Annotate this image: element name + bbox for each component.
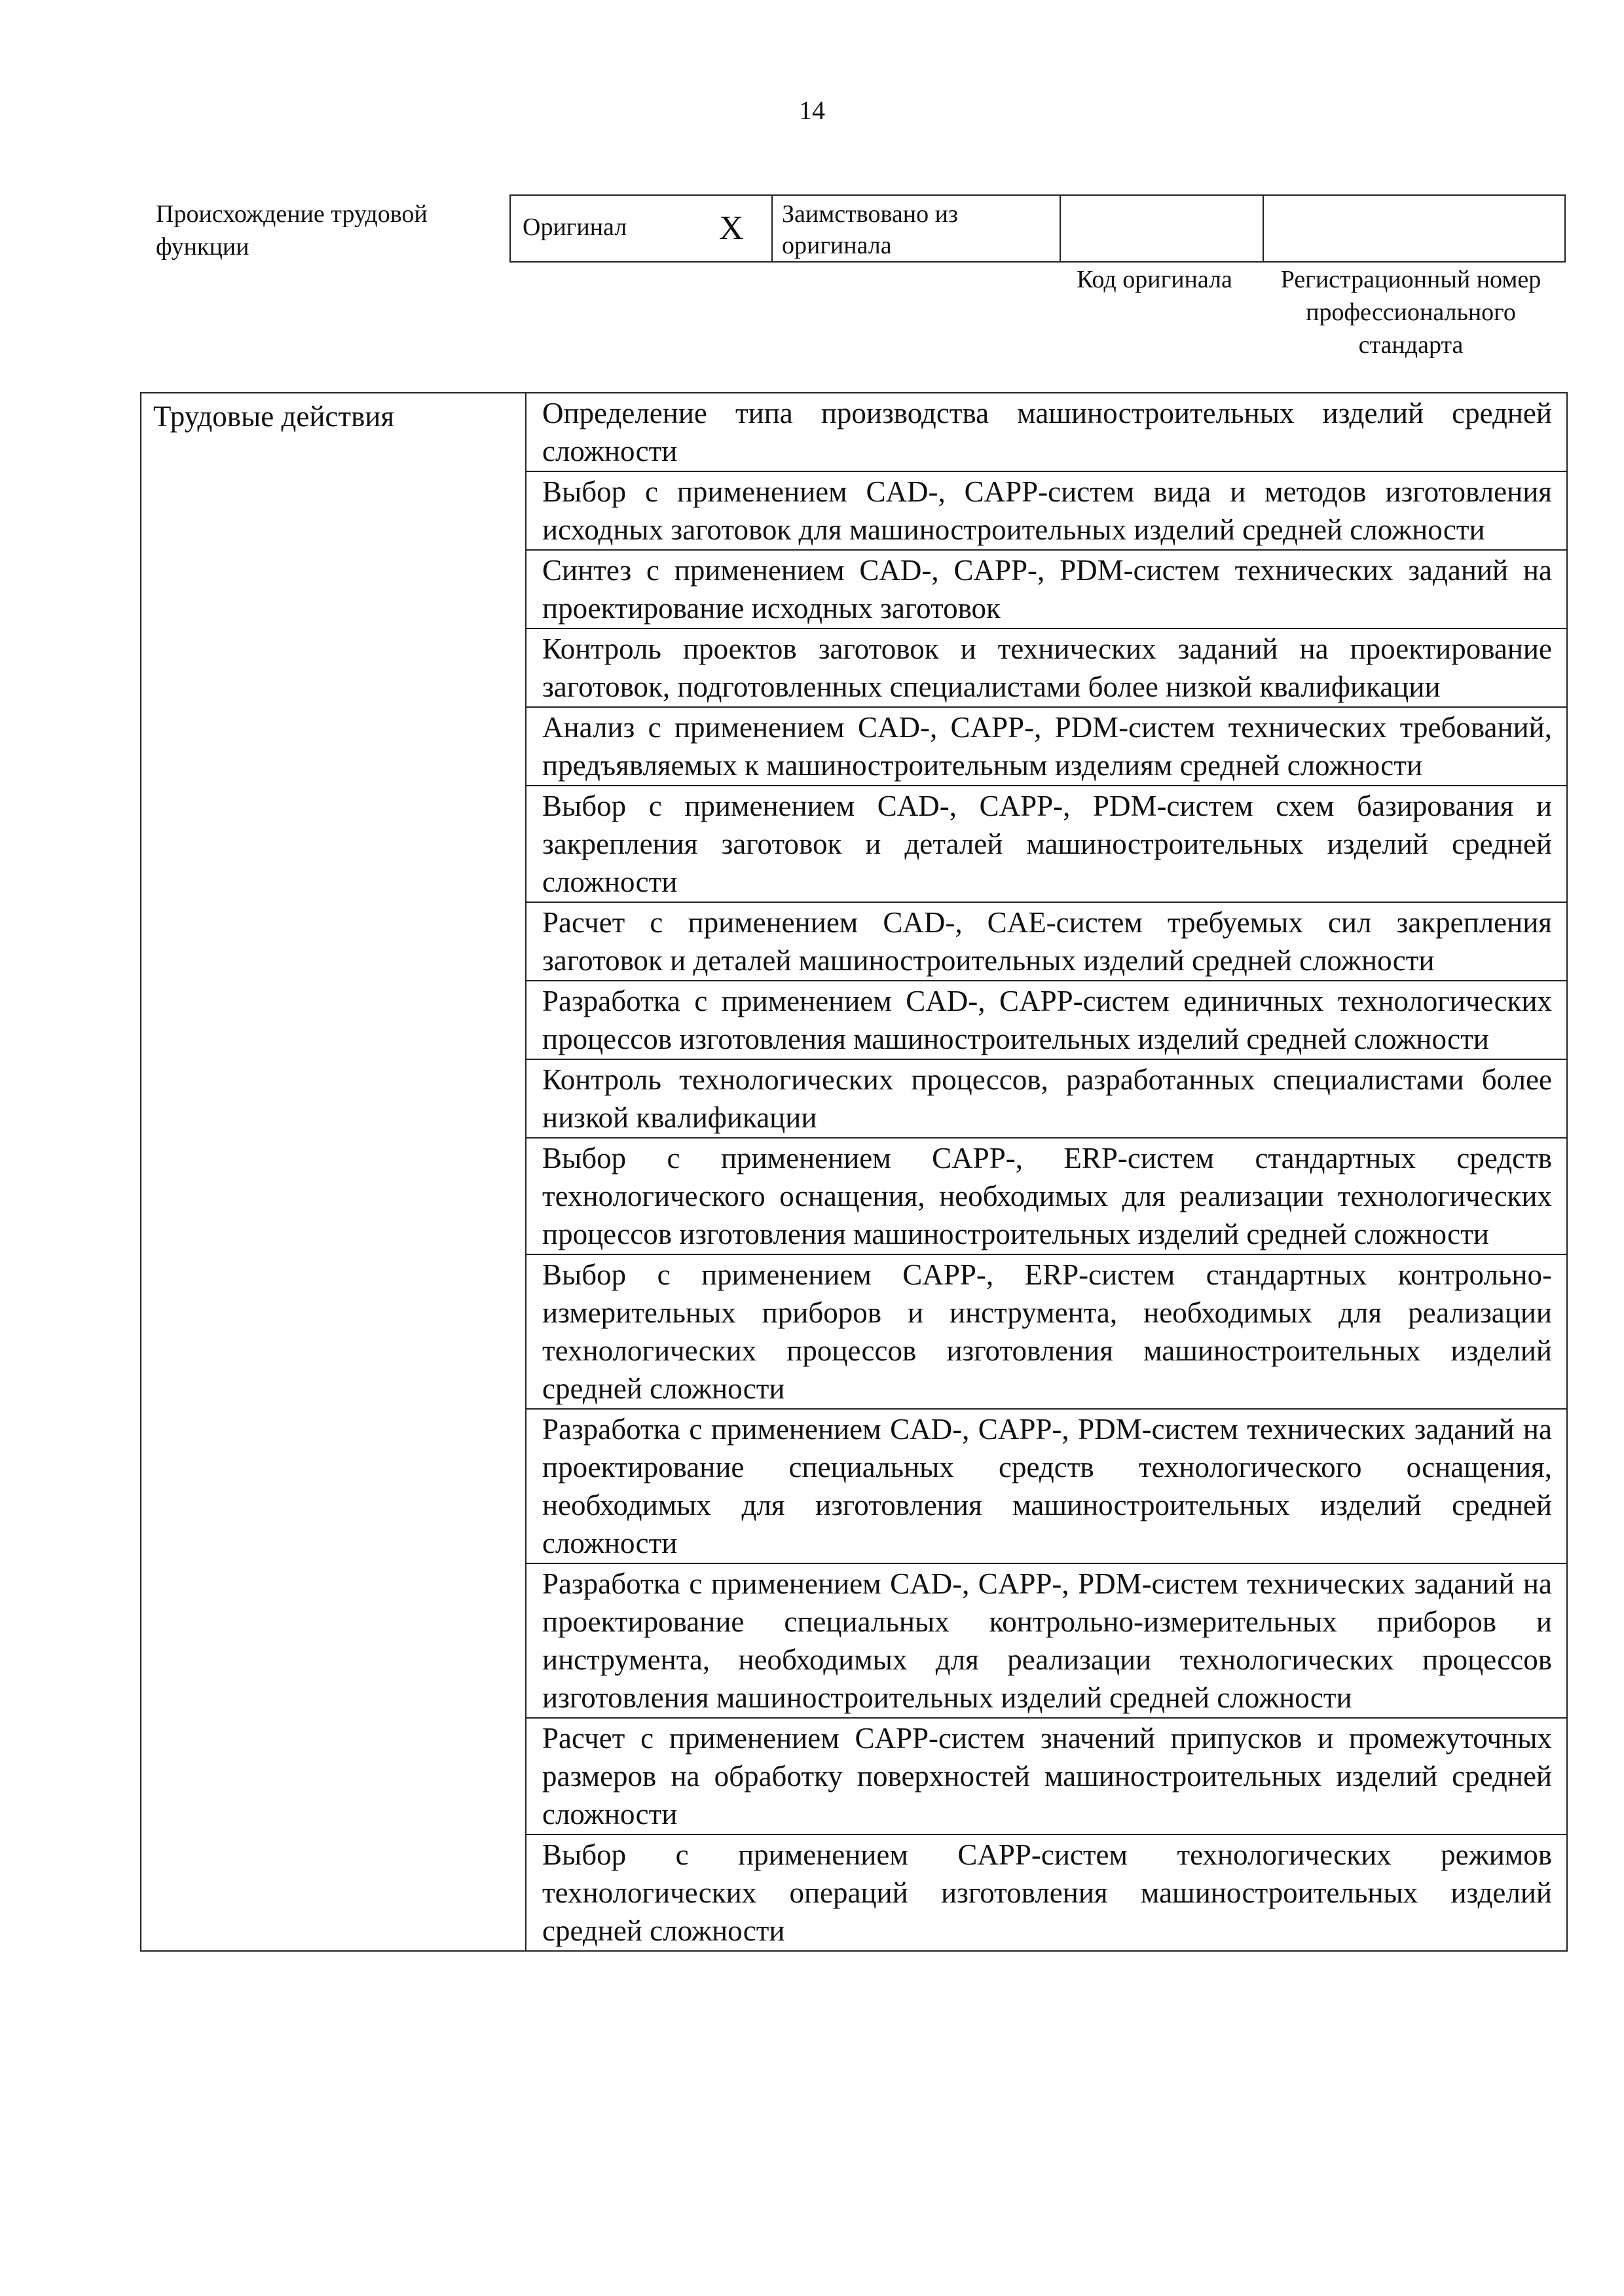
original-code-caption: Код оригинала xyxy=(1077,266,1232,293)
labor-action-item: Выбор с применением CAD-, CAPP-систем вида и методов изготовления исходных заготовок для машиностроительных изделий средней сложности xyxy=(526,471,1567,550)
labor-action-item: Выбор с применением CAPP-, ERP-систем стандартных средств технологического оснащения, необходимых для реализации технологических процессов изготовления машиностроительных изделий средней сложности xyxy=(526,1138,1567,1254)
labor-action-item: Контроль технологических процессов, разработанных специалистами более низкой квалификации xyxy=(526,1059,1567,1138)
labor-action-item: Синтез с применением CAD-, CAPP-, PDM-систем технических заданий на проектирование исходных заготовок xyxy=(526,550,1567,629)
original-cell xyxy=(511,196,773,261)
page-number: 14 xyxy=(799,96,825,125)
labor-action-item: Расчет с применением CAD-, CAE-систем требуемых сил закрепления заготовок и деталей машиностроительных изделий средней сложности xyxy=(526,902,1567,981)
registration-number-caption: Регистрационный номер профессионального стандарта xyxy=(1280,266,1541,359)
labor-action-item: Выбор с применением CAD-, CAPP-, PDM-систем схем базирования и закрепления заготовок и деталей машиностроительных изделий средней сложности xyxy=(526,786,1567,902)
original-code-cell xyxy=(1061,196,1264,261)
registration-number-cell xyxy=(1264,196,1564,261)
table-row xyxy=(141,393,1567,471)
labor-action-item: Выбор с применением CAPP-систем технологических режимов технологических операций изготовления машиностроительных изделий средней сложности xyxy=(526,1834,1567,1951)
labor-actions-table xyxy=(140,392,1568,1952)
labor-action-item: Выбор с применением CAPP-, ERP-систем стандартных контрольно-измерительных приборов и инструмента, необходимых для реализации технологических процессов изготовления машиностроительных изделий средней сложности xyxy=(526,1254,1567,1409)
labor-action-item: Анализ с применением CAD-, CAPP-, PDM-систем технических требований, предъявляемых к машиностроительным изделиям средней сложности xyxy=(526,707,1567,786)
original-label: Оригинал xyxy=(523,213,627,241)
labor-actions-label: Трудовые действия xyxy=(141,393,526,1951)
borrowed-cell xyxy=(773,196,1061,261)
borrowed-label: Заимствовано из оригинала xyxy=(782,200,958,259)
labor-action-item: Определение типа производства машиностроительных изделий средней сложности xyxy=(526,393,1567,471)
labor-action-item: Разработка с применением CAD-, CAPP-систем единичных технологических процессов изготовления машиностроительных изделий средней сложности xyxy=(526,981,1567,1059)
labor-action-item: Расчет с применением CAPP-систем значений припусков и промежуточных размеров на обработку поверхностей машиностроительных изделий средней сложности xyxy=(526,1718,1567,1834)
labor-action-item: Разработка с применением CAD-, CAPP-, PDM-систем технических заданий на проектирование специальных контрольно-измерительных приборов и инструмента, необходимых для реализации технологических процессов изготовления машиностроительных изделий средней сложности xyxy=(526,1563,1567,1718)
origin-label: Происхождение трудовой функции xyxy=(156,200,428,261)
original-mark: X xyxy=(719,210,744,247)
origin-table xyxy=(509,194,1566,263)
labor-action-item: Разработка с применением CAD-, CAPP-, PDM-систем технических заданий на проектирование специальных средств технологического оснащения, необходимых для изготовления машиностроительных изделий средней сложности xyxy=(526,1409,1567,1563)
labor-action-item: Контроль проектов заготовок и технических заданий на проектирование заготовок, подготовленных специалистами более низкой квалификации xyxy=(526,629,1567,707)
